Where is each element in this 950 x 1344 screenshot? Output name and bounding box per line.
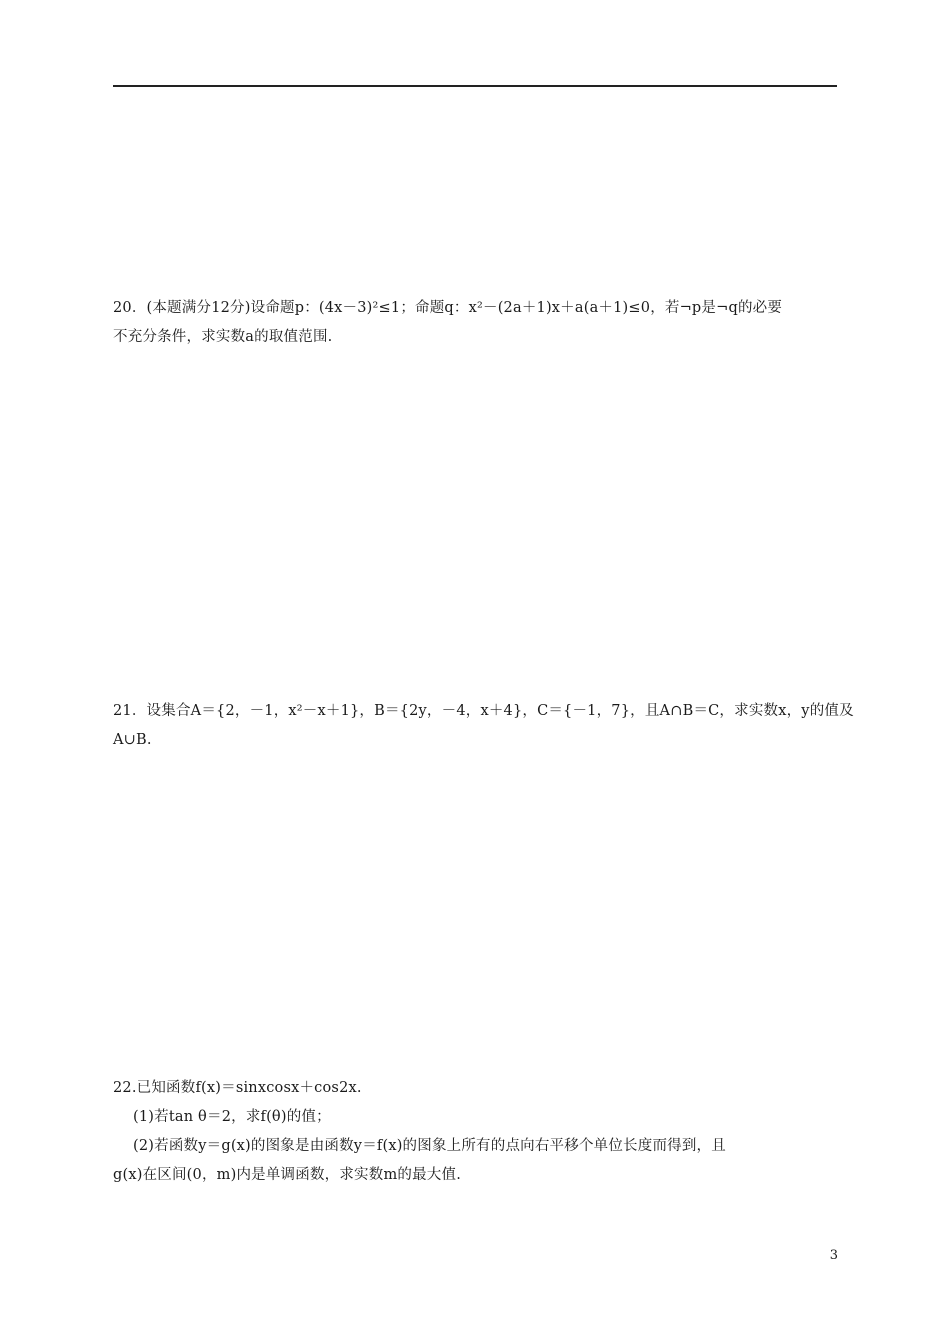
problem-22 [113,1074,837,1190]
problem-21-line-1: 21．设集合A＝{2，－1，x²－x＋1}，B＝{2y，－4，x＋4}，C＝{－1，7}，且A∩B＝C，求实数x，y的值及 [113,703,854,719]
problem-20-line-1: 20．(本题满分12分)设命题p：(4x－3)²≤1；命题q：x²－(2a＋1)x＋a(a＋1)≤0，若¬p是¬q的必要 [113,300,783,316]
page-number: 3 [829,1248,838,1263]
problem-20-line-2: 不充分条件，求实数a的取值范围. [113,329,333,345]
problem-22-line-1: 22.已知函数f(x)＝sinxcosx＋cos2x. [113,1080,362,1096]
header-rule [113,85,837,87]
problem-22-part-2: (2)若函数y＝g(x)的图象是由函数y＝f(x)的图象上所有的点向右平移个单位长度而得到，且 [133,1138,726,1154]
problem-21-line-2: A∪B. [113,732,152,748]
problem-21 [113,697,854,755]
problem-22-line-4: g(x)在区间(0，m)内是单调函数，求实数m的最大值. [113,1167,462,1183]
problem-20 [113,294,837,352]
problem-22-part-1: (1)若tan θ＝2，求f(θ)的值； [133,1109,331,1125]
